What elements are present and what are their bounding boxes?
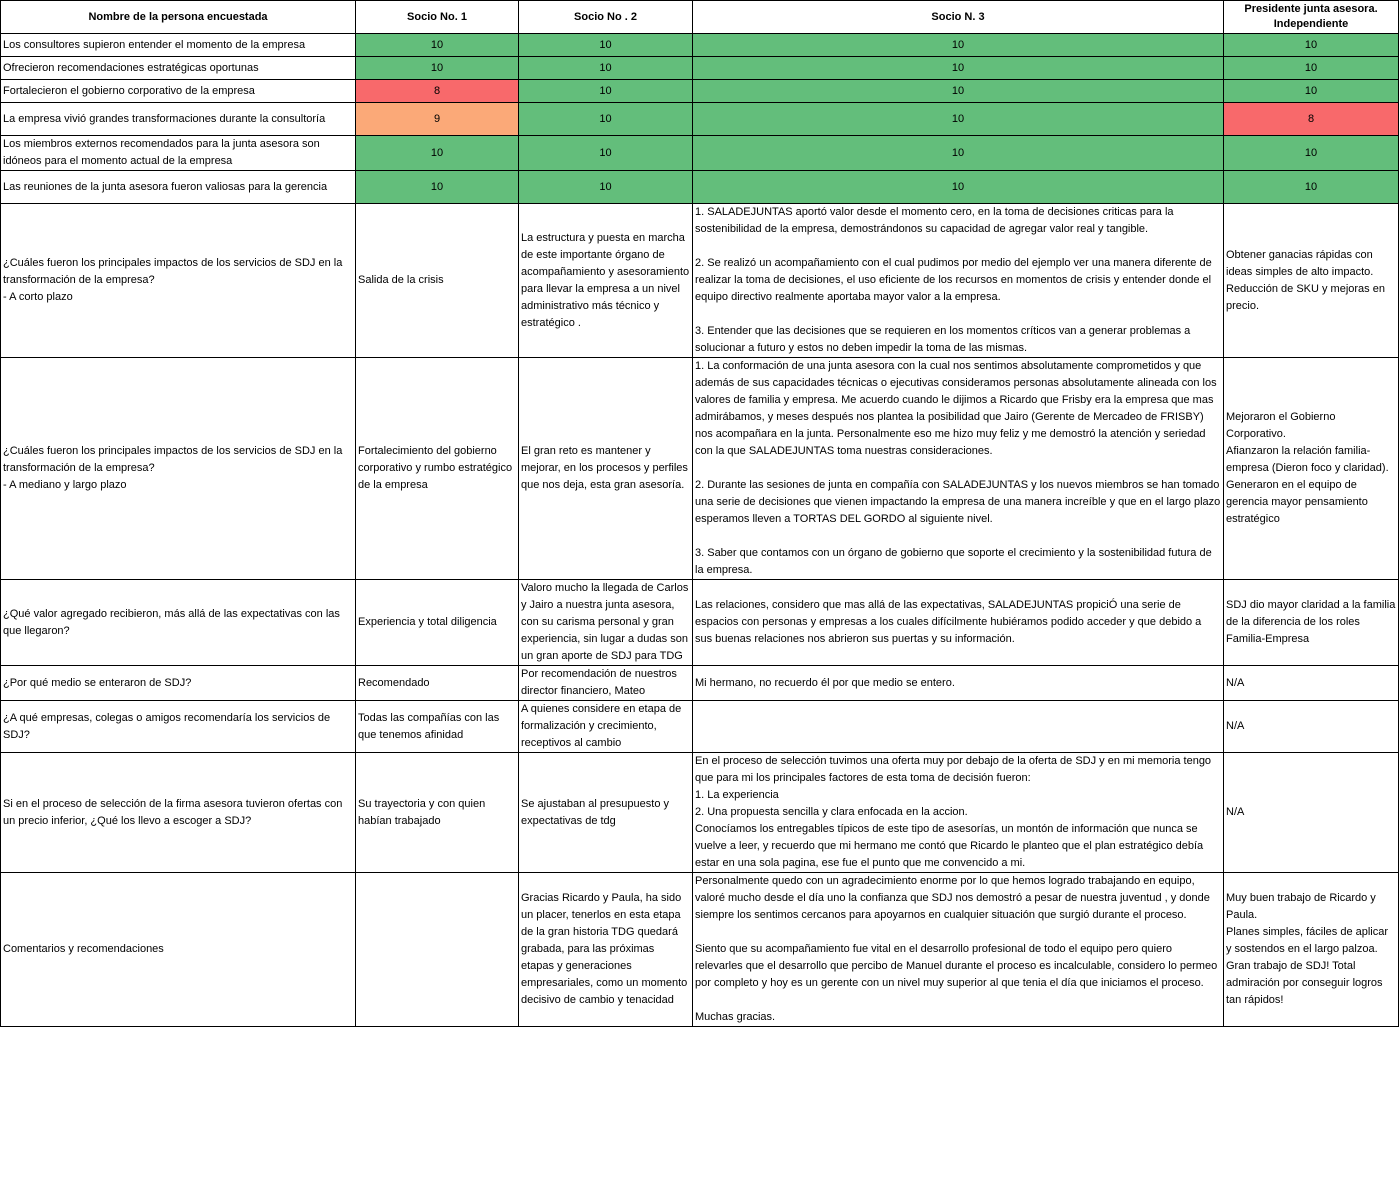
answer-cell[interactable]: La estructura y puesta en marcha de este importante órgano de acompañamiento y asesoramiento para llevar la empresa a un nivel administrativo más técnico y estratégico .	[519, 204, 693, 358]
answer-row	[1, 701, 1399, 753]
answer-cell[interactable]: Experiencia y total diligencia	[356, 580, 519, 666]
answer-cell[interactable]: Se ajustaban al presupuesto y expectativas de tdg	[519, 753, 693, 873]
score-cell[interactable]: 10	[693, 80, 1224, 103]
score-cell[interactable]: 10	[356, 34, 519, 57]
rating-row	[1, 136, 1399, 171]
answer-cell[interactable]: Las relaciones, considero que mas allá de las expectativas, SALADEJUNTAS propiciÓ una serie de espacios con personas y empresas a los cuales difícilmente hubiéramos podido acceder y que debido a sus buenas relaciones nos abrieron sus puertas y su información.	[693, 580, 1224, 666]
answer-cell[interactable]: En el proceso de selección tuvimos una oferta muy por debajo de la oferta de SDJ y en mi memoria tengo que para mi los principales factores de esta toma de decisión fueron: 1. La experiencia 2. Una propuesta sencilla y clara enfocada en la accion. Conocíamos los entregables típicos de este tipo de asesorías, un montón de información que nunca se vuelve a leer, y recuerdo que mi hermano me contó que Ricardo le planteo que el plan estratégico debía estar en una sola pagina, ese fue el punto que me convencido a mi.	[693, 753, 1224, 873]
score-cell[interactable]: 10	[519, 171, 693, 204]
answer-question[interactable]: ¿A qué empresas, colegas o amigos recomendaría los servicios de SDJ?	[1, 701, 356, 753]
answer-cell[interactable]: A quienes considere en etapa de formalización y crecimiento, receptivos al cambio	[519, 701, 693, 753]
answer-cell[interactable]: N/A	[1224, 666, 1399, 701]
answer-question[interactable]: Comentarios y recomendaciones	[1, 873, 356, 1027]
header-socio-2[interactable]: Socio No . 2	[519, 1, 693, 34]
answer-question[interactable]: ¿Por qué medio se enteraron de SDJ?	[1, 666, 356, 701]
answer-question[interactable]: ¿Cuáles fueron los principales impactos de los servicios de SDJ en la transformación de la empresa? - A corto plazo	[1, 204, 356, 358]
answer-cell[interactable]: N/A	[1224, 753, 1399, 873]
score-cell[interactable]: 8	[1224, 103, 1399, 136]
header-president[interactable]: Presidente junta asesora. Independiente	[1224, 1, 1399, 34]
rating-row	[1, 103, 1399, 136]
answer-cell[interactable]: Mi hermano, no recuerdo él por que medio se entero.	[693, 666, 1224, 701]
rating-question[interactable]: Los miembros externos recomendados para la junta asesora son idóneos para el momento actual de la empresa	[1, 136, 356, 171]
score-cell[interactable]: 10	[1224, 171, 1399, 204]
score-cell[interactable]: 8	[356, 80, 519, 103]
score-cell[interactable]: 10	[693, 57, 1224, 80]
score-cell[interactable]: 10	[519, 136, 693, 171]
score-cell[interactable]: 10	[519, 103, 693, 136]
answer-cell[interactable]: Salida de la crisis	[356, 204, 519, 358]
answer-question[interactable]: ¿Cuáles fueron los principales impactos de los servicios de SDJ en la transformación de la empresa? - A mediano y largo plazo	[1, 358, 356, 580]
score-cell[interactable]: 10	[693, 171, 1224, 204]
header-row	[1, 1, 1399, 34]
answer-cell[interactable]: N/A	[1224, 701, 1399, 753]
score-cell[interactable]: 10	[693, 103, 1224, 136]
answer-row	[1, 753, 1399, 873]
header-socio-3[interactable]: Socio N. 3	[693, 1, 1224, 34]
score-cell[interactable]: 10	[1224, 34, 1399, 57]
answer-cell[interactable]: Recomendado	[356, 666, 519, 701]
answer-cell[interactable]: 1. La conformación de una junta asesora con la cual nos sentimos absolutamente comprometidos y que además de sus capacidades técnicas o ejecutivas consideramos personas absolutamente alineada con los valores de familia y empresa. Me acuerdo cuando le dijimos a Ricardo que Frisby era la empresa que mas admirábamos, y meses después nos plantea la posibilidad que Jairo (Gerente de Mercadeo de FRISBY) nos acompañara en la junta. Personalmente eso me hizo muy feliz y me demostró la atención y seriedad con la que SALADEJUNTAS toma nuestras consideraciones. 2. Durante las sesiones de junta en compañía con SALADEJUNTAS y los nuevos miembros se han tomado una serie de decisiones que vienen impactando la empresa de una manera increíble y que en el largo plazo esperamos lleven a TORTAS DEL GORDO al siguiente nivel. 3. Saber que contamos con un órgano de gobierno que soporte el crecimiento y la sostenibilidad futura de la empresa.	[693, 358, 1224, 580]
rating-question[interactable]: Las reuniones de la junta asesora fueron valiosas para la gerencia	[1, 171, 356, 204]
answer-cell[interactable]	[693, 701, 1224, 753]
rating-row	[1, 57, 1399, 80]
score-cell[interactable]: 10	[356, 171, 519, 204]
answer-cell[interactable]	[356, 873, 519, 1027]
answer-row	[1, 204, 1399, 358]
answer-question[interactable]: Si en el proceso de selección de la firma asesora tuvieron ofertas con un precio inferior, ¿Qué los llevo a escoger a SDJ?	[1, 753, 356, 873]
answer-cell[interactable]: Personalmente quedo con un agradecimiento enorme por lo que hemos logrado trabajando en equipo, valoré mucho desde el día uno la confianza que SDJ nos demostró a pesar de nuestra juventud , y donde siempre los sentimos cercanos para apoyarnos en cualquier situación que surgió durante el proceso. Siento que su acompañamiento fue vital en el desarrollo profesional de todo el equipo pero quiero relevarles que el desarrollo que percibo de Manuel durante el proceso es incalculable, considero lo permeo por completo y hoy es un gerente con un nivel muy superior al que tenia el día que iniciamos el proceso. Muchas gracias.	[693, 873, 1224, 1027]
answer-row	[1, 666, 1399, 701]
answer-cell[interactable]: 1. SALADEJUNTAS aportó valor desde el momento cero, en la toma de decisiones criticas para la sostenibilidad de la empresa, demostrándonos su capacidad de agregar valor real y tangible. 2. Se realizó un acompañamiento con el cual pudimos por medio del ejemplo ver una manera diferente de realizar la toma de decisiones, el uso eficiente de los recursos en momentos de crisis y entender donde el equipo directivo realmente aportaba mayor valor a la empresa. 3. Entender que las decisiones que se requieren en los momentos críticos van a generar problemas a solucionar a futuro y estos no deben impedir la toma de las mismas.	[693, 204, 1224, 358]
rating-question[interactable]: Fortalecieron el gobierno corporativo de la empresa	[1, 80, 356, 103]
answer-question[interactable]: ¿Qué valor agregado recibieron, más allá de las expectativas con las que llegaron?	[1, 580, 356, 666]
score-cell[interactable]: 10	[519, 34, 693, 57]
answer-cell[interactable]: El gran reto es mantener y mejorar, en los procesos y perfiles que nos deja, esta gran asesoría.	[519, 358, 693, 580]
score-cell[interactable]: 10	[1224, 136, 1399, 171]
header-socio-1[interactable]: Socio No. 1	[356, 1, 519, 34]
answer-cell[interactable]: Gracias Ricardo y Paula, ha sido un placer, tenerlos en esta etapa de la gran historia TDG quedará grabada, para las próximas etapas y generaciones empresariales, como un momento decisivo de cambio y tenacidad	[519, 873, 693, 1027]
rating-question[interactable]: La empresa vivió grandes transformaciones durante la consultoría	[1, 103, 356, 136]
answer-row	[1, 580, 1399, 666]
score-cell[interactable]: 10	[693, 136, 1224, 171]
score-cell[interactable]: 10	[1224, 80, 1399, 103]
rating-question[interactable]: Los consultores supieron entender el momento de la empresa	[1, 34, 356, 57]
answer-cell[interactable]: Fortalecimiento del gobierno corporativo y rumbo estratégico de la empresa	[356, 358, 519, 580]
answer-cell[interactable]: Todas las compañías con las que tenemos afinidad	[356, 701, 519, 753]
answer-cell[interactable]: Por recomendación de nuestros director financiero, Mateo	[519, 666, 693, 701]
score-cell[interactable]: 10	[1224, 57, 1399, 80]
rating-row	[1, 171, 1399, 204]
score-cell[interactable]: 10	[356, 57, 519, 80]
rating-row	[1, 80, 1399, 103]
score-cell[interactable]: 10	[519, 57, 693, 80]
answer-cell[interactable]: SDJ dio mayor claridad a la familia de la diferencia de los roles Familia-Empresa	[1224, 580, 1399, 666]
answer-cell[interactable]: Valoro mucho la llegada de Carlos y Jairo a nuestra junta asesora, con su carisma personal y gran experiencia, sin lugar a dudas son un gran aporte de SDJ para TDG	[519, 580, 693, 666]
score-cell[interactable]: 10	[356, 136, 519, 171]
answer-row	[1, 358, 1399, 580]
score-cell[interactable]: 10	[693, 34, 1224, 57]
answer-cell[interactable]: Su trayectoria y con quien habían trabajado	[356, 753, 519, 873]
score-cell[interactable]: 9	[356, 103, 519, 136]
header-respondent[interactable]: Nombre de la persona encuestada	[1, 1, 356, 34]
answer-row	[1, 873, 1399, 1027]
rating-row	[1, 34, 1399, 57]
answer-cell[interactable]: Mejoraron el Gobierno Corporativo. Afianzaron la relación familia-empresa (Dieron foco y claridad). Generaron en el equipo de gerencia mayor pensamiento estratégico	[1224, 358, 1399, 580]
answer-cell[interactable]: Muy buen trabajo de Ricardo y Paula. Planes simples, fáciles de aplicar y sostendos en el largo palzoa. Gran trabajo de SDJ! Total admiración por conseguir logros tan rápidos!	[1224, 873, 1399, 1027]
score-cell[interactable]: 10	[519, 80, 693, 103]
answer-cell[interactable]: Obtener ganacias rápidas con ideas simples de alto impacto. Reducción de SKU y mejoras en precio.	[1224, 204, 1399, 358]
rating-question[interactable]: Ofrecieron recomendaciones estratégicas oportunas	[1, 57, 356, 80]
